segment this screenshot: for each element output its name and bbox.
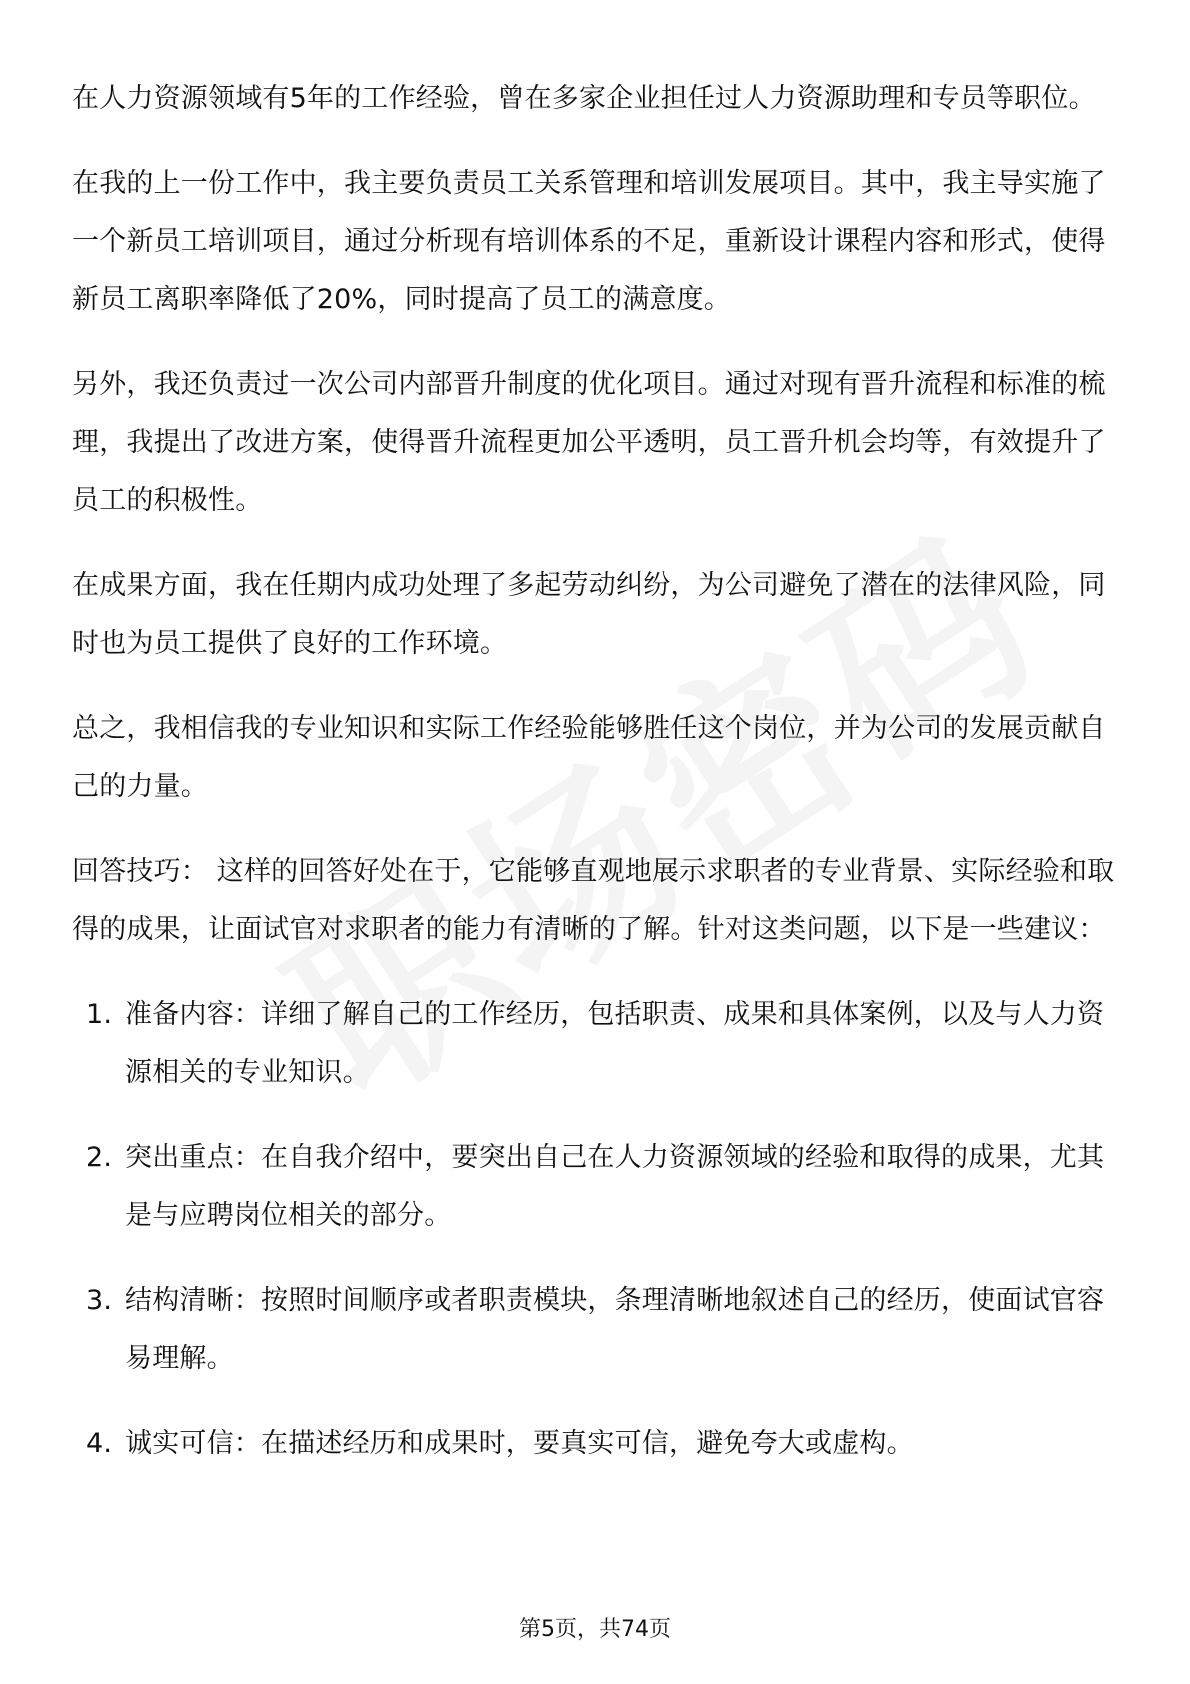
list-item <box>72 1415 1122 1473</box>
list-item-text: 准备内容：详细了解自己的工作经历，包括职责、成果和具体案例，以及与人力资源相关的专业知识。 <box>125 999 1105 1088</box>
list-item-text: 结构清晰：按照时间顺序或者职责模块，条理清晰地叙述自己的经历，使面试官容易理解。 <box>125 1285 1105 1374</box>
list-item <box>72 986 1122 1102</box>
paragraph-training-project: 在我的上一份工作中，我主要负责员工关系管理和培训发展项目。其中，我主导实施了一个新员工培训项目，通过分析现有培训体系的不足，重新设计课程内容和形式，使得新员工离职率降低了20%，同时提高了员工的满意度。 <box>72 168 1106 315</box>
list-item-text: 诚实可信：在描述经历和成果时，要真实可信，避免夸大或虚构。 <box>125 1428 914 1459</box>
list-number: 2. <box>86 1142 113 1173</box>
list-number: 1. <box>86 999 113 1030</box>
paragraph-answer-tips: 回答技巧： 这样的回答好处在于，它能够直观地展示求职者的专业背景、实际经验和取得的成果，让面试官对求职者的能力有清晰的了解。针对这类问题，以下是一些建议： <box>72 856 1115 945</box>
suggestion-list <box>72 986 1122 1473</box>
page-content <box>72 70 1122 1500</box>
page-number-footer: 第5页，共74页 <box>519 1617 671 1642</box>
list-item-text: 突出重点：在自我介绍中，要突出自己在人力资源领域的经验和取得的成果，尤其是与应聘岗位相关的部分。 <box>125 1142 1105 1231</box>
paragraph-promotion-project: 另外，我还负责过一次公司内部晋升制度的优化项目。通过对现有晋升流程和标准的梳理，我提出了改进方案，使得晋升流程更加公平透明，员工晋升机会均等，有效提升了员工的积极性。 <box>72 369 1106 516</box>
list-number: 4. <box>86 1428 113 1459</box>
paragraph-experience: 在人力资源领域有5年的工作经验，曾在多家企业担任过人力资源助理和专员等职位。 <box>72 83 1096 114</box>
paragraph-achievements: 在成果方面，我在任期内成功处理了多起劳动纠纷，为公司避免了潜在的法律风险，同时也为员工提供了良好的工作环境。 <box>72 570 1106 659</box>
paragraph-summary: 总之，我相信我的专业知识和实际工作经验能够胜任这个岗位，并为公司的发展贡献自己的力量。 <box>72 713 1106 802</box>
list-item <box>72 1272 1122 1388</box>
list-item <box>72 1129 1122 1245</box>
list-number: 3. <box>86 1285 113 1316</box>
